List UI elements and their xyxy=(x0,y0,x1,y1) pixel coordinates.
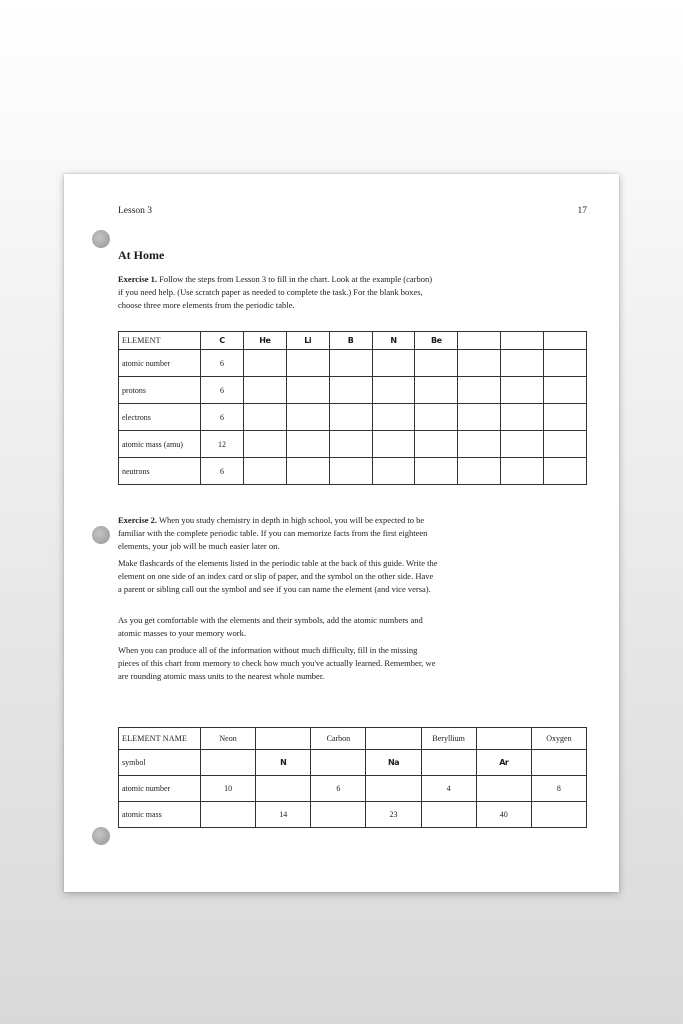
row-label: atomic number xyxy=(119,776,201,802)
element-symbol: N xyxy=(372,332,415,350)
row-label: neutrons xyxy=(119,458,201,485)
table-cell: 6 xyxy=(201,350,244,377)
table-cell: 6 xyxy=(201,404,244,431)
table-cell xyxy=(311,802,366,828)
table-cell xyxy=(286,350,329,377)
exercise2-paragraph: Make flashcards of the elements listed in the periodic table at the back of this guide. Write the element on one side of an index card or slip of paper, and the symbol on the other side. Have a parent or sibling call out the symbol and see if you can name the element (and vice versa). xyxy=(118,558,438,594)
table-cell xyxy=(366,776,421,802)
table-cell xyxy=(501,431,544,458)
table-cell xyxy=(243,377,286,404)
table-row xyxy=(119,750,587,776)
table-cell xyxy=(544,377,587,404)
table-cell xyxy=(501,350,544,377)
table-cell xyxy=(458,350,501,377)
row-label: symbol xyxy=(119,750,201,776)
table-cell xyxy=(243,404,286,431)
element-symbol xyxy=(501,332,544,350)
element-name: Carbon xyxy=(311,728,366,750)
element-symbol xyxy=(458,332,501,350)
exercise1-text xyxy=(118,273,438,312)
table-cell: 12 xyxy=(201,431,244,458)
table-cell xyxy=(415,458,458,485)
table-cell: 6 xyxy=(311,776,366,802)
table-cell xyxy=(501,404,544,431)
row-label: atomic number xyxy=(119,350,201,377)
table-cell xyxy=(256,776,311,802)
table-row xyxy=(119,776,587,802)
table-cell xyxy=(329,377,372,404)
table-row xyxy=(119,404,587,431)
table-cell xyxy=(372,431,415,458)
table-cell xyxy=(421,750,476,776)
table-cell xyxy=(286,404,329,431)
punch-hole-top xyxy=(92,230,110,248)
table-cell: 6 xyxy=(201,458,244,485)
table-cell xyxy=(243,350,286,377)
element-name xyxy=(366,728,421,750)
section-title: At Home xyxy=(118,248,165,262)
table-cell: Ar xyxy=(476,750,531,776)
table-row xyxy=(119,377,587,404)
table-cell xyxy=(544,458,587,485)
exercise1-label: Exercise 1. xyxy=(118,274,158,284)
element-name: Beryllium xyxy=(421,728,476,750)
exercise2-text xyxy=(118,514,438,553)
element-symbol: B xyxy=(329,332,372,350)
table-cell xyxy=(415,350,458,377)
table-cell xyxy=(201,750,256,776)
table-cell xyxy=(311,750,366,776)
table-cell xyxy=(458,431,501,458)
element-name-table xyxy=(118,727,587,828)
element-name: Neon xyxy=(201,728,256,750)
table-cell xyxy=(329,431,372,458)
row-label: protons xyxy=(119,377,201,404)
lesson-label: Lesson 3 xyxy=(118,206,153,216)
table-cell xyxy=(243,431,286,458)
table-cell xyxy=(415,431,458,458)
table-cell xyxy=(531,802,586,828)
element-table xyxy=(118,331,587,485)
element-name xyxy=(476,728,531,750)
exercise2-paragraph: When you can produce all of the information without much difficulty, fill in the missing pieces of this chart from memory to check how much you've actually learned. Remember, we are rounding atomic mass units to the nearest whole number. xyxy=(118,645,436,681)
table-row xyxy=(119,431,587,458)
page-number: 17 xyxy=(577,206,587,216)
table-cell: 8 xyxy=(531,776,586,802)
exercise2-label: Exercise 2. xyxy=(118,515,158,525)
row-label: atomic mass xyxy=(119,802,201,828)
element-name xyxy=(256,728,311,750)
header-label: ELEMENT xyxy=(119,332,201,350)
table-cell xyxy=(243,458,286,485)
table-cell xyxy=(286,377,329,404)
table-cell: 40 xyxy=(476,802,531,828)
table-cell: 4 xyxy=(421,776,476,802)
table-cell xyxy=(458,458,501,485)
table-cell xyxy=(544,404,587,431)
element-symbol: Li xyxy=(286,332,329,350)
table-cell xyxy=(286,431,329,458)
element-name: Oxygen xyxy=(531,728,586,750)
table-cell xyxy=(329,404,372,431)
header-label: ELEMENT NAME xyxy=(119,728,201,750)
table-cell xyxy=(329,458,372,485)
table-cell xyxy=(372,458,415,485)
table-cell xyxy=(476,776,531,802)
row-label: electrons xyxy=(119,404,201,431)
exercise2-body: When you study chemistry in depth in high school, you will be expected to be familiar with the complete periodic table. If you can memorize facts from the first eighteen elements, your job will be much easier later on. xyxy=(118,515,428,551)
table-cell xyxy=(415,404,458,431)
table-cell: 10 xyxy=(201,776,256,802)
table-cell xyxy=(544,431,587,458)
table-cell xyxy=(286,458,329,485)
table-cell xyxy=(372,404,415,431)
table-cell: Na xyxy=(366,750,421,776)
table-cell xyxy=(458,377,501,404)
table-cell xyxy=(372,350,415,377)
table-row xyxy=(119,802,587,828)
row-label: atomic mass (amu) xyxy=(119,431,201,458)
table-cell xyxy=(544,350,587,377)
table-cell xyxy=(201,802,256,828)
table-cell xyxy=(458,404,501,431)
table-cell: 6 xyxy=(201,377,244,404)
element-symbol xyxy=(544,332,587,350)
table-row xyxy=(119,458,587,485)
element-symbol: Be xyxy=(415,332,458,350)
element-symbol: C xyxy=(201,332,244,350)
table-cell: 14 xyxy=(256,802,311,828)
table-cell xyxy=(415,377,458,404)
punch-hole-middle xyxy=(92,526,110,544)
table-cell: 23 xyxy=(366,802,421,828)
exercise2-paragraph: As you get comfortable with the elements and their symbols, add the atomic numbers and atomic masses to your memory work. xyxy=(118,615,423,638)
table-cell xyxy=(531,750,586,776)
punch-hole-bottom xyxy=(92,827,110,845)
table-cell xyxy=(501,377,544,404)
exercise1-body: Follow the steps from Lesson 3 to fill in the chart. Look at the example (carbon) if you need help. (Use scratch paper as needed to complete the task.) For the blank boxes, choose three more elements from the periodic table. xyxy=(118,274,433,310)
table-row xyxy=(119,350,587,377)
worksheet-page xyxy=(64,174,619,892)
table-cell xyxy=(421,802,476,828)
table-cell xyxy=(329,350,372,377)
table-header-row xyxy=(119,332,587,350)
table-cell: N xyxy=(256,750,311,776)
element-symbol: He xyxy=(243,332,286,350)
table-header-row xyxy=(119,728,587,750)
table-cell xyxy=(372,377,415,404)
table-cell xyxy=(501,458,544,485)
